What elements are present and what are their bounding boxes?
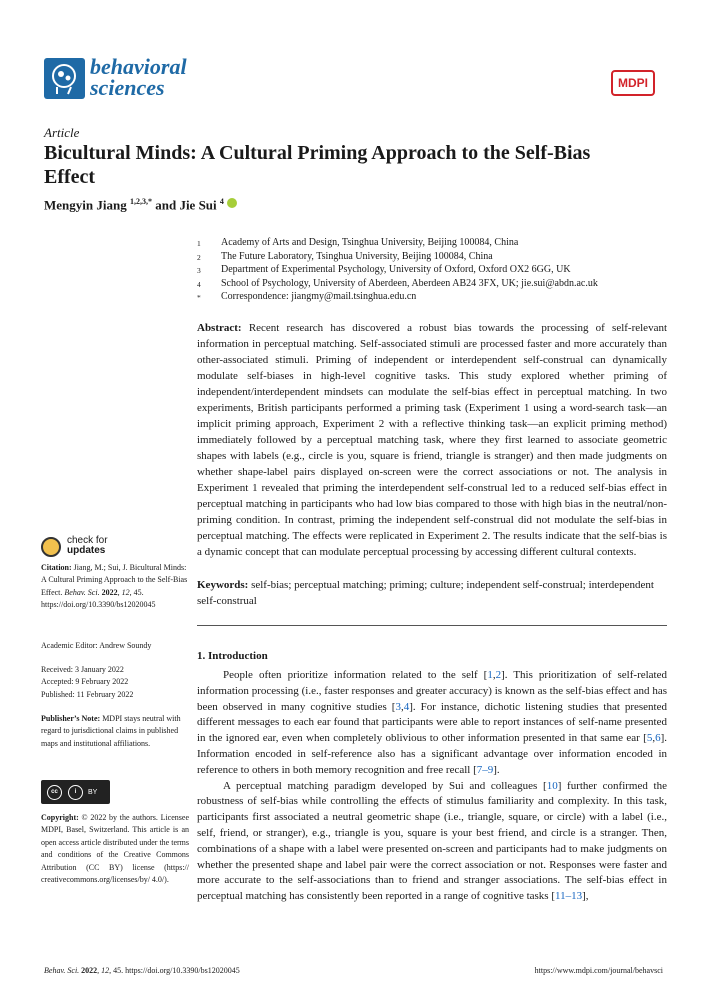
copyright-label: Copyright: [41, 813, 79, 822]
cc-license-badge[interactable] [41, 780, 110, 804]
introduction-body [197, 668, 667, 905]
reference-link[interactable]: 5 [646, 732, 653, 745]
published-date: Published: 11 February 2022 [41, 689, 134, 699]
footer-journal: Behav. Sci. [44, 966, 80, 975]
affiliation-text: Department of Experimental Psychology, University of Oxford, Oxford OX2 6GG, UK [221, 264, 571, 275]
affiliation-item [197, 251, 667, 265]
paragraph [197, 668, 667, 779]
citation-text: Jiang, M.; Sui, J. Bicultural Minds: A Cultural Priming Approach to the Self-Bias Effect. [41, 563, 188, 597]
citation-doi[interactable]: , 45. https://doi.org/10.3390/bs12020045 [41, 587, 156, 610]
check-for-updates-line: updates [67, 545, 106, 556]
affiliation-number: 2 [197, 252, 201, 262]
publisher-logo: MDPI [611, 70, 655, 96]
abstract-label: Abstract: [197, 322, 242, 334]
text-run: , [652, 732, 656, 745]
keywords-label: Keywords: [197, 579, 249, 591]
article-title: Bicultural Minds: A Cultural Priming Approach to the Self-Bias Effect [44, 142, 591, 188]
affiliation-text: Academy of Arts and Design, Tsinghua University, Beijing 100084, China [221, 237, 519, 248]
affiliation-item [197, 264, 667, 278]
check-for-updates-icon[interactable] [41, 537, 61, 557]
text-run: A perceptual matching paradigm developed by Sui and colleagues [ [223, 779, 547, 792]
text-run: ]. For instance, dichotic listening studies that presented different messages to each ear found that participants were able to report instances of self-name presented in the ignored ear, even when completely oblivious to other information presented in that same ear [ [197, 700, 667, 745]
citation-label: Citation: [41, 563, 72, 572]
text-run: People often prioritize information related to the self [ [223, 669, 488, 681]
affiliation-number: 3 [197, 266, 201, 275]
check-for-updates-line: check for [67, 535, 108, 546]
cc-by-label: BY [88, 788, 98, 796]
reference-link[interactable]: 10 [546, 779, 558, 792]
footer-volume: 12 [101, 966, 110, 975]
keywords [197, 577, 667, 609]
received-date: Received: 3 January 2022 [41, 665, 124, 674]
author-affiliation-marker: 4 [219, 197, 224, 206]
reference-link[interactable]: 11–13 [555, 890, 583, 903]
accepted-date: Accepted: 9 February 2022 [41, 677, 129, 687]
publisher-note [41, 713, 189, 750]
publisher-note-label: Publisher’s Note: [41, 714, 101, 723]
affiliation-text: School of Psychology, University of Aberdeen, Aberdeen AB24 3FX, UK; jie.sui@abdn.ac.uk [221, 277, 598, 289]
journal-logo [44, 58, 85, 99]
author-name: Jie Sui [179, 197, 217, 213]
author-list [44, 197, 237, 213]
orcid-icon[interactable] [227, 198, 237, 208]
text-run: ]. Information encoded in self-reference also has a significant advantage over information encoded in reference to others in both memory recognition and free recall [ [197, 732, 667, 776]
article-type: Article [44, 125, 80, 140]
attribution-icon: i [68, 785, 83, 800]
copyright-text: © 2022 by the authors. Licensee MDPI, Basel, Switzerland. This article is an open access article distributed under the terms and conditions of the Creative Commons Attribution (CC BY) license (https:// creativecommons.org/licenses/by/ 4.0/). [41, 813, 190, 885]
abstract [197, 320, 667, 560]
text-run: ]. This prioritization of self-related information processing (i.e., faster responses and greater accuracy) is known as the self-bias effect and has been observed in many cognitive studies [ [197, 669, 667, 713]
affiliation-item [197, 291, 667, 305]
affiliation-item [197, 237, 667, 251]
text-run: ], [582, 890, 589, 903]
affiliations [197, 237, 667, 305]
text-run: ]. [493, 763, 500, 776]
citation: Citation: Jiang, M.; Sui, J. Bicultural Minds: A Cultural Priming Approach to the Self-Bias Effect. Behav. Sci. 2022, 12, 45. https://doi.org/10.3390/bs12020045 [41, 563, 188, 610]
reference-link[interactable]: 7–9 [476, 763, 494, 776]
section-heading: 1. Introduction [197, 650, 268, 662]
copyright [41, 812, 189, 886]
abstract-text: Recent research has discovered a robust bias towards the processing of self-relevant information in perceptual matching. Self-associated stimuli are processed faster and more accurately than other-associated stimuli. Priming of independent or interdependent self-construal can dynamically modulate self-biases in high-level cognitive tasks. This study explored whether priming of independent/interdependent mindsets can modulate the self-bias effect in perceptual matching. In two experiments, British participants performed a priming task (Experiment 1 using a word-search task—an implicit priming approach, Experiment 2 with a reflective thinking task—an explicit priming method) immediately followed by a perceptual matching task, where they first learned to associate geometric shapes with labels (e.g., circle is you, square is friend, triangle is stranger) and then made judgments on whether shape-label pairs displayed on-screen were the correct associations or not. The analysis in Experiment 1 revealed that priming the interdependent self-construal led to a reduced self-bias effect in perceptual matching in participants who had low bias compared to those with high bias in the neutral/non-priming condition. In contrast, priming the independent self-construal did not modulate the self-bias in perceptual matching. The effects were replicated in Experiment 2. The results indicate that the self-bias is a dynamic concept that can modulate perceptual processing by accessing different cultural contexts. [197, 322, 668, 558]
author-affiliation-marker: 1,2,3,* [129, 197, 152, 206]
paragraph [197, 779, 667, 905]
citation-year: 2022 [101, 587, 118, 597]
reference-link[interactable]: 6 [655, 732, 661, 745]
section-divider [197, 625, 667, 626]
footer-journal-url[interactable]: https://www.mdpi.com/journal/behavsci [534, 966, 663, 975]
check-for-updates-label[interactable] [67, 536, 108, 556]
footer-doi[interactable]: , 45. https://doi.org/10.3390/bs12020045 [109, 966, 240, 975]
journal-name-line2: sciences [90, 75, 165, 100]
journal-name [90, 56, 187, 98]
affiliation-number: 4 [197, 279, 201, 289]
reference-link[interactable]: 3 [395, 700, 401, 713]
affiliation-item [197, 278, 667, 292]
keywords-text: self-bias; perceptual matching; priming; culture; independent self-construal; interdependent self-construal [197, 579, 654, 607]
brain-gears-icon [44, 58, 85, 99]
author-name: Mengyin Jiang [44, 197, 127, 213]
affiliation-number: 1 [197, 239, 201, 248]
publisher-note-text: MDPI stays neutral with regard to jurisdictional claims in published maps and institutional affiliations. [41, 714, 181, 748]
reference-link[interactable]: 4 [403, 700, 410, 713]
text-run: , [400, 700, 404, 713]
author-conjunction: and [155, 197, 177, 213]
journal-name-line1: behavioral [90, 54, 187, 79]
academic-editor: Academic Editor: Andrew Soundy [41, 641, 152, 650]
affiliation-text: The Future Laboratory, Tsinghua University, Beijing 100084, China [221, 250, 493, 262]
creative-commons-icon: cc [47, 785, 62, 800]
footer-year: 2022 [81, 966, 98, 975]
affiliation-text: Correspondence: jiangmy@mail.tsinghua.edu.cn [221, 291, 417, 302]
reference-link[interactable]: 2 [495, 669, 502, 681]
affiliation-number: * [197, 293, 201, 302]
text-run: ] further confirmed the robustness of self-bias while controlling the effects of stimulus familiarity and complexity. In this task, participants first associated a neutral geometric shape (i.e., triangle, square, or circle) with a label (i.e., self, friend, or stranger), e.g., triangle is you, square is your best friend, and circle is a stranger. Then, combinations of a shape with a label were presented on-screen and participants had to make judgments on whether the presented shape and label pair were the correct association or not. Responses were faster and more accurate to the self-associations than to friend and stranger associations. The self-bias effect in perceptual matching has consistently been reported in a range of cognitive tasks [ [197, 779, 667, 903]
footer-citation: Behav. Sci. 2022, 12, 45. https://doi.org/10.3390/bs12020045 [44, 966, 240, 975]
publication-dates [41, 664, 189, 701]
text-run: , [492, 669, 496, 681]
reference-link[interactable]: 1 [487, 669, 493, 681]
citation-journal: Behav. Sci. [64, 587, 100, 597]
citation-volume: 12 [121, 587, 130, 597]
